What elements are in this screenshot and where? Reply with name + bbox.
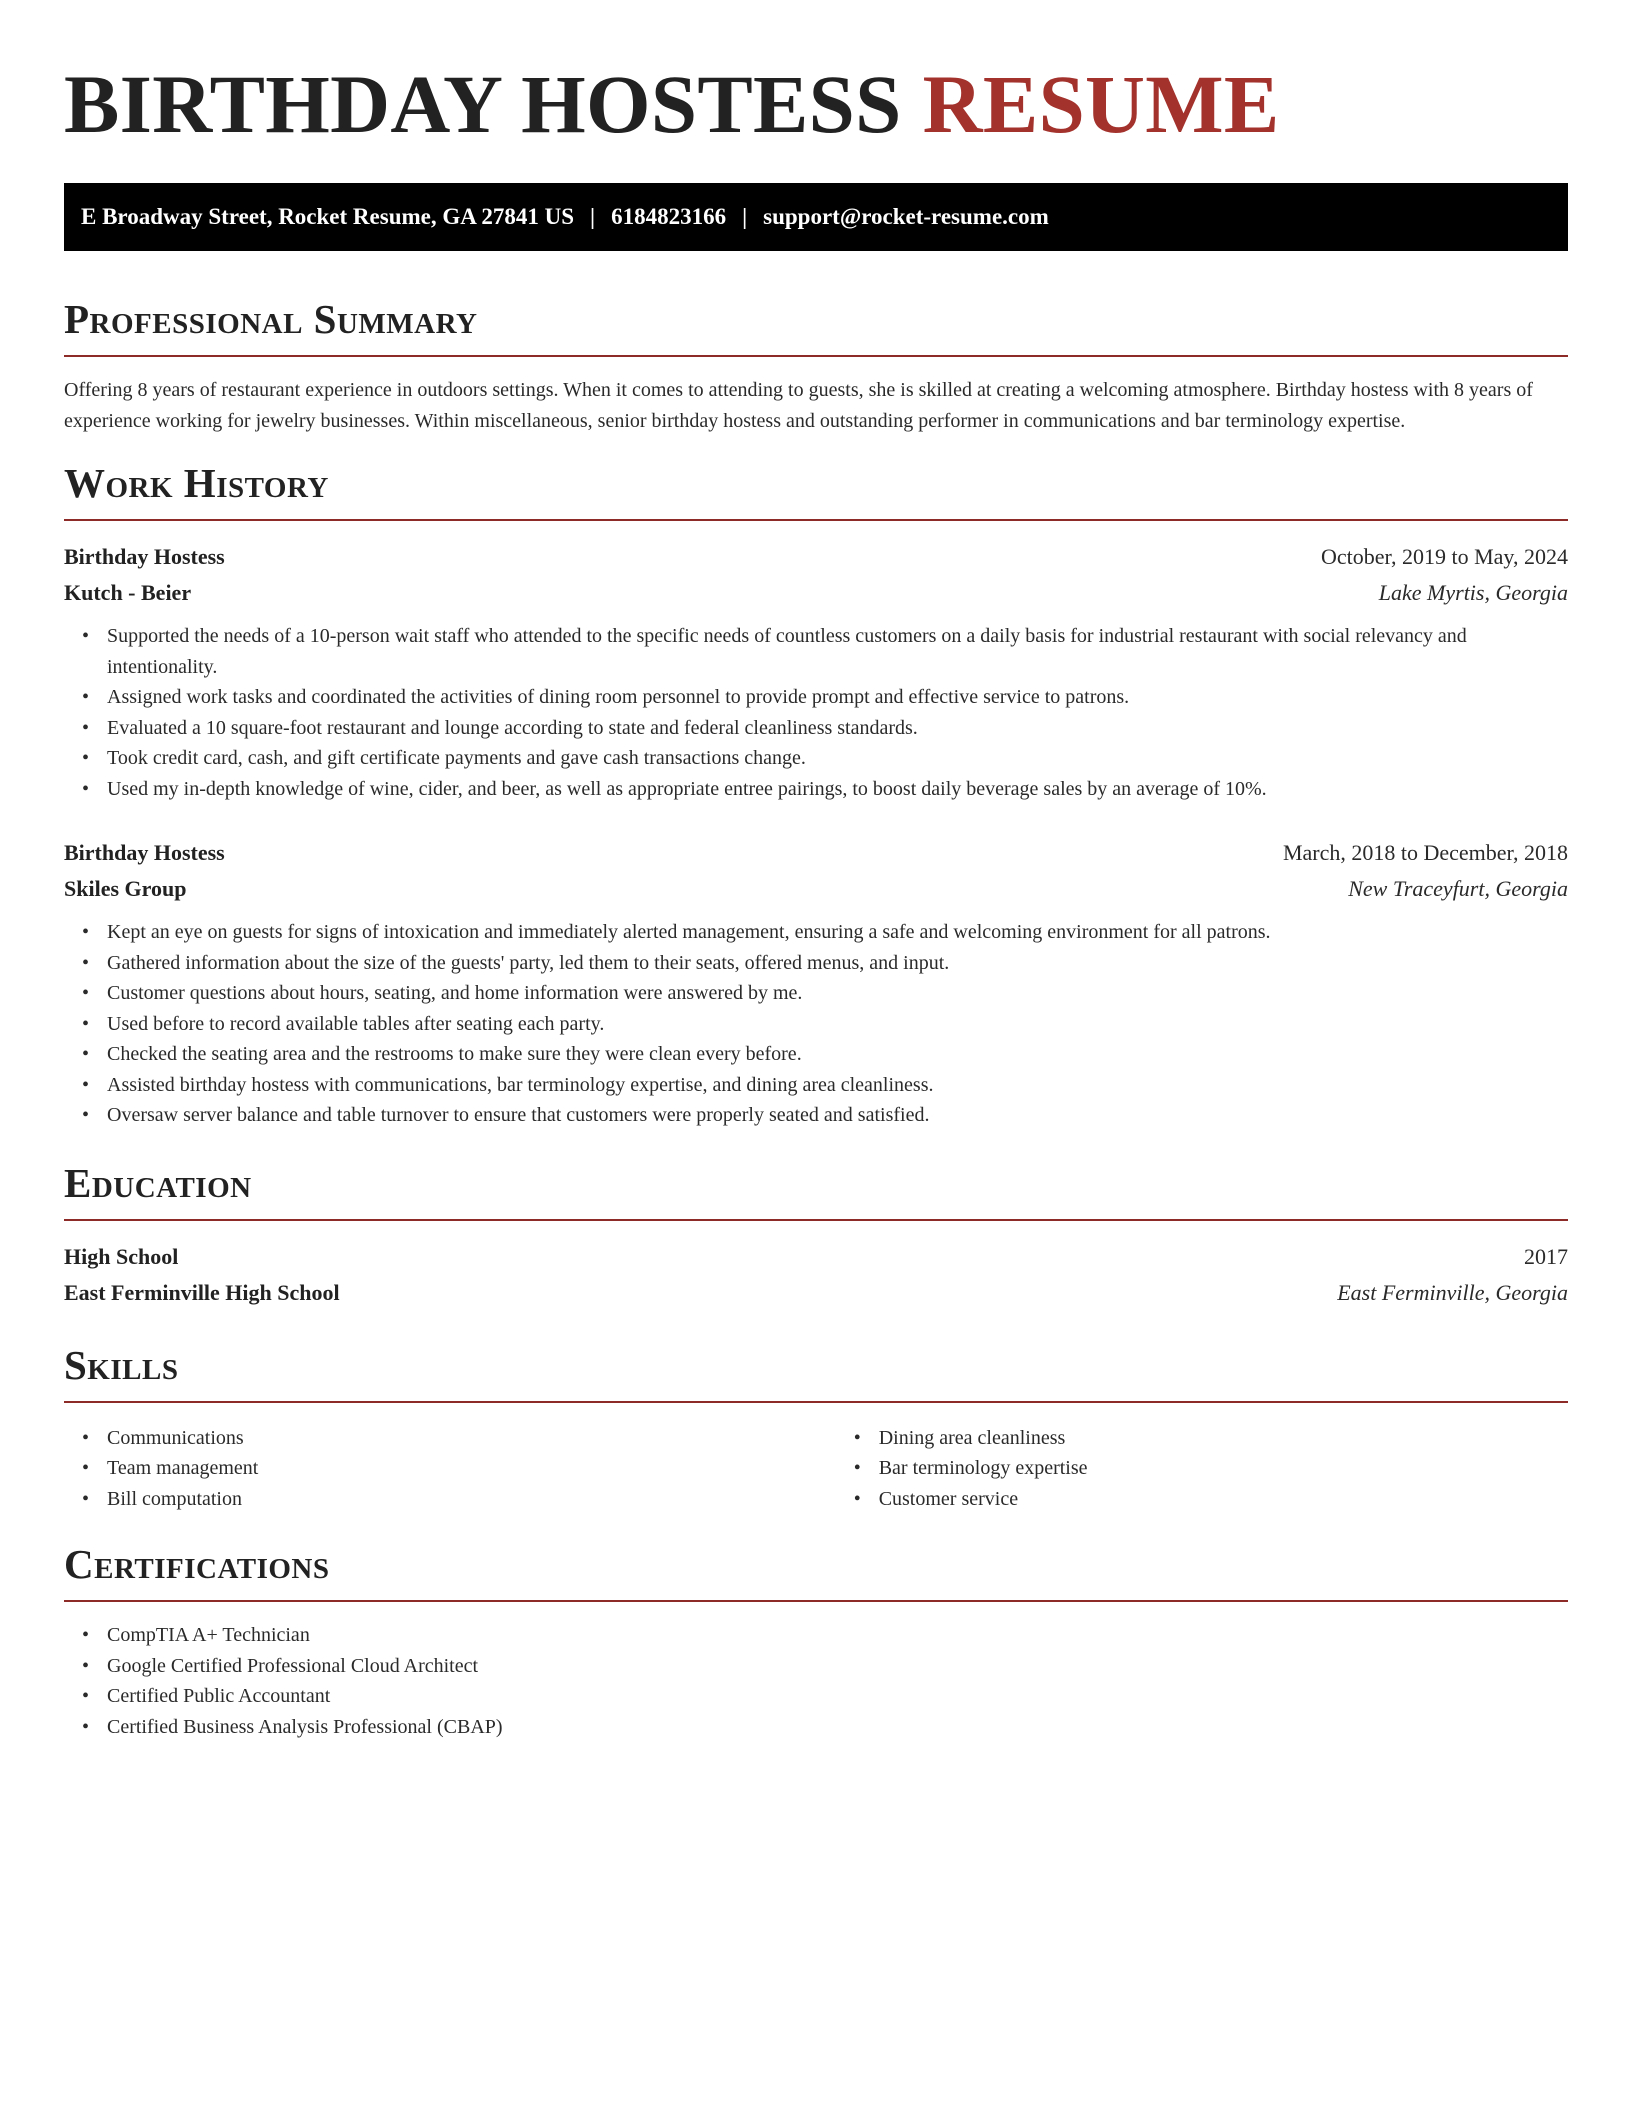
education-degree-row: [64, 1239, 1568, 1275]
section-heading-certifications: Certifications: [64, 1541, 330, 1587]
certifications-section: [64, 1540, 1568, 1742]
section-divider: [64, 1600, 1568, 1602]
education-section: [64, 1159, 1568, 1311]
job-company: Kutch - Beier: [64, 580, 192, 605]
section-divider: [64, 1219, 1568, 1221]
job-title-row: [64, 835, 1568, 871]
list-item: • Bill computation: [107, 1484, 836, 1515]
contact-phone[interactable]: 6184823166: [611, 204, 727, 229]
list-item: • Certified Business Analysis Professional (CBAP): [107, 1712, 1568, 1743]
list-item: • Customer service: [879, 1484, 1568, 1515]
section-heading-education: Education: [64, 1159, 252, 1206]
list-item: • Took credit card, cash, and gift certificate payments and gave cash transactions change.: [107, 743, 1568, 774]
job-location: New Traceyfurt, Georgia: [1348, 876, 1568, 901]
list-item: • Certified Public Accountant: [107, 1681, 1568, 1712]
job-dates: October, 2019 to May, 2024: [1321, 544, 1568, 569]
education-school: East Ferminville High School: [64, 1279, 340, 1305]
list-item: • Kept an eye on guests for signs of intoxication and immediately alerted management, ensuring a safe and welcoming environment for all patrons.: [107, 917, 1568, 948]
list-item: • Used my in-depth knowledge of wine, cider, and beer, as well as appropriate entree pairings, to boost daily beverage sales by an average of 10%.: [107, 774, 1568, 805]
list-item: • Communications: [107, 1423, 836, 1454]
section-heading-summary: Professional Summary: [64, 296, 478, 342]
list-item: • Team management: [107, 1453, 836, 1484]
job-title: Birthday Hostess: [64, 840, 225, 865]
job-title: Birthday Hostess: [64, 544, 225, 569]
contact-email[interactable]: support@rocket-resume.com: [763, 204, 1049, 229]
section-divider: [64, 1401, 1568, 1403]
list-item: • Supported the needs of a 10-person wait staff who attended to the specific needs of countless customers on a daily basis for industrial restaurant with social relevancy and intentionality.: [107, 621, 1568, 682]
list-item: • Evaluated a 10 square-foot restaurant and lounge according to state and federal cleanliness standards.: [107, 713, 1568, 744]
list-item: • Customer questions about hours, seating, and home information were answered by me.: [107, 978, 1568, 1009]
list-item: • Used before to record available tables after seating each party.: [107, 1009, 1568, 1040]
job-company-row: [64, 575, 1568, 611]
education-location: East Ferminville, Georgia: [1337, 1279, 1568, 1305]
contact-separator: |: [589, 204, 596, 229]
section-heading-work-history: Work History: [64, 460, 329, 506]
list-item: • Assisted birthday hostess with communications, bar terminology expertise, and dining area cleanliness.: [107, 1070, 1568, 1101]
resume-title: [64, 58, 1568, 150]
job-duties-list: [64, 917, 1568, 1131]
job-company-row: [64, 871, 1568, 907]
skills-list-left: [64, 1423, 836, 1515]
section-divider: [64, 519, 1568, 521]
job-company: Skiles Group: [64, 876, 187, 901]
education-year: 2017: [1524, 1243, 1568, 1269]
work-history-section: [64, 459, 1568, 1131]
job-duties-list: [64, 621, 1568, 804]
skills-section: [64, 1341, 1568, 1515]
title-main: BIRTHDAY HOSTESS: [64, 58, 902, 150]
job-entry: [64, 835, 1568, 1131]
contact-address: E Broadway Street, Rocket Resume, GA 27841 US: [81, 204, 574, 229]
list-item: • Dining area cleanliness: [879, 1423, 1568, 1454]
job-location: Lake Myrtis, Georgia: [1378, 580, 1568, 605]
section-divider: [64, 355, 1568, 357]
skills-list-right: [836, 1423, 1568, 1515]
job-dates: March, 2018 to December, 2018: [1282, 840, 1568, 865]
list-item: • Assigned work tasks and coordinated the activities of dining room personnel to provide prompt and effective service to patrons.: [107, 682, 1568, 713]
list-item: • Checked the seating area and the restrooms to make sure they were clean every before.: [107, 1039, 1568, 1070]
list-item: • Gathered information about the size of the guests' party, led them to their seats, offered menus, and input.: [107, 948, 1568, 979]
certifications-list: [64, 1620, 1568, 1742]
list-item: • Bar terminology expertise: [879, 1453, 1568, 1484]
section-heading-skills: Skills: [64, 1341, 179, 1388]
job-title-row: [64, 539, 1568, 575]
summary-text: Offering 8 years of restaurant experience in outdoors settings. When it comes to attending to guests, she is skilled at creating a welcoming atmosphere. Birthday hostess with 8 years of experience working for jewelry businesses. Within miscellaneous, senior birthday hostess and outstanding performer in communications and bar terminology expertise.: [64, 379, 1533, 432]
skills-grid: [64, 1421, 1568, 1515]
list-item: • CompTIA A+ Technician: [107, 1620, 1568, 1651]
job-entry: [64, 539, 1568, 804]
list-item: • Google Certified Professional Cloud Architect: [107, 1651, 1568, 1682]
list-item: • Oversaw server balance and table turnover to ensure that customers were properly seated and satisfied.: [107, 1100, 1568, 1131]
title-accent: RESUME: [922, 58, 1280, 150]
education-school-row: [64, 1275, 1568, 1311]
education-degree: High School: [64, 1243, 179, 1269]
contact-bar: [64, 183, 1568, 251]
contact-separator: |: [742, 204, 748, 229]
summary-section: [64, 295, 1568, 437]
